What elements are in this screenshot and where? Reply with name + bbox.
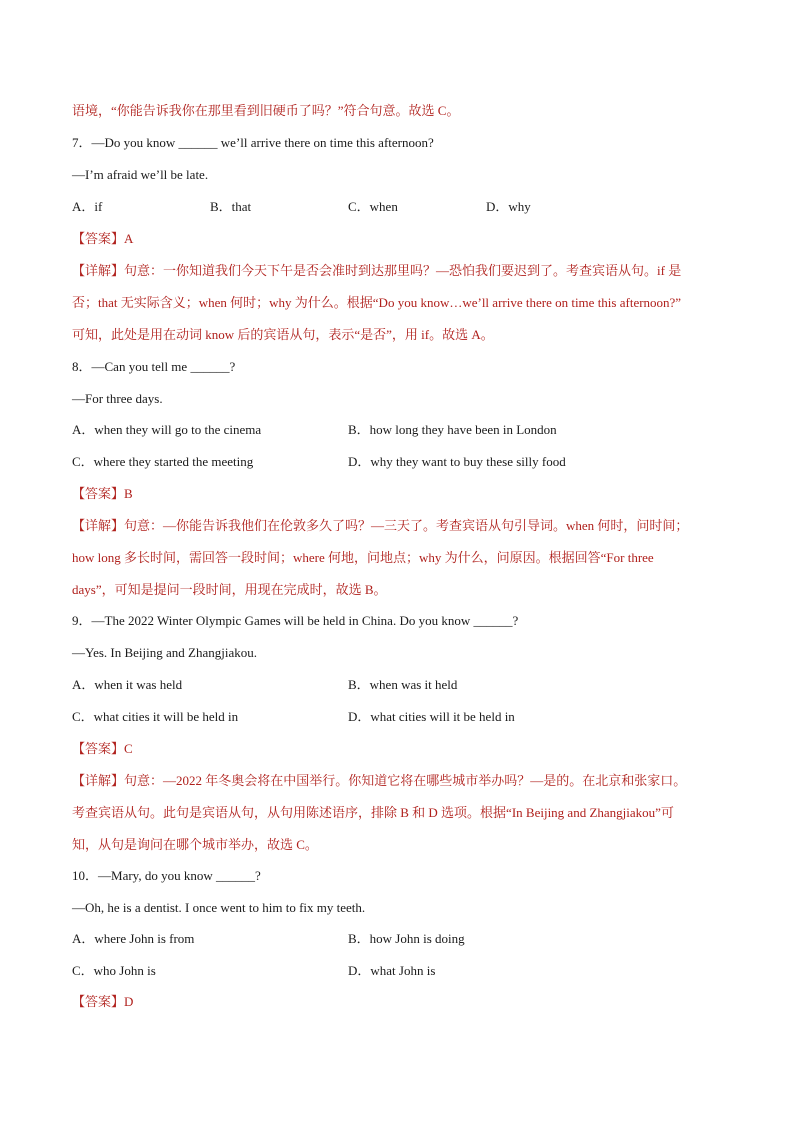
question-number: 10． <box>72 868 99 883</box>
question-text: —Do you know ______ we’ll arrive there on time this afternoon? <box>91 135 434 150</box>
answer-tag: 【答案】 <box>72 486 125 501</box>
question-7-stem <box>72 134 732 152</box>
option-d: D．what cities will it be held in <box>348 709 515 724</box>
option-b: B．how John is doing <box>348 931 465 946</box>
option-c: C．when <box>348 199 398 214</box>
intro-line: 语境，“你能告诉我你在那里看到旧硬币了吗？”符合句意。故选 C。 <box>72 103 460 118</box>
question-9-stem <box>72 612 732 630</box>
question-9-reply: —Yes. In Beijing and Zhangjiakou. <box>72 645 257 660</box>
detail-text: 句意：一你知道我们今天下午是否会准时到达那里吗？—恐怕我们要迟到了。考查宾语从句。if 是 <box>124 263 682 278</box>
question-text: —Can you tell me ______? <box>91 359 236 374</box>
option-a: A．when they will go to the cinema <box>72 422 262 437</box>
option-d: D．why <box>486 199 531 214</box>
answer-value: A <box>124 231 134 246</box>
detail-7-line-3: 可知，此处是用在动词 know 后的宾语从句，表示“是否”，用 if。故选 A。 <box>72 327 494 342</box>
answer-value: D <box>124 994 134 1009</box>
answer-value: B <box>124 486 133 501</box>
detail-text: 句意：—你能告诉我他们在伦敦多久了吗？—三天了。考查宾语从句引导词。when 何时，问时间； <box>124 518 689 533</box>
detail-7-line-2: 否；that 无实际含义；when 何时；why 为什么。根据“Do you know…we’ll arrive there on time this afternoon?” <box>72 295 682 310</box>
option-c: C．what cities it will be held in <box>72 709 239 724</box>
detail-9-line-1 <box>72 772 732 790</box>
answer-value: C <box>124 741 133 756</box>
detail-tag: 【详解】 <box>72 518 125 533</box>
question-text: —Mary, do you know ______? <box>98 868 261 883</box>
detail-text: 句意：—2022 年冬奥会将在中国举行。你知道它将在哪些城市举办吗？—是的。在北京和张家口。 <box>124 773 687 788</box>
option-c: C．who John is <box>72 963 156 978</box>
detail-9-line-2: 考查宾语从句。此句是宾语从句，从句用陈述语序，排除 B 和 D 选项。根据“In Beijing and Zhangjiakou”可 <box>72 805 674 820</box>
option-a: A．where John is from <box>72 931 195 946</box>
detail-8-line-2: how long 多长时间，需回答一段时间；where 何地，问地点；why 为什么，问原因。根据回答“For three <box>72 550 654 565</box>
question-text: —The 2022 Winter Olympic Games will be held in China. Do you know ______? <box>91 613 519 628</box>
detail-7-line-1 <box>72 262 732 280</box>
option-d: D．what John is <box>348 963 436 978</box>
detail-tag: 【详解】 <box>72 263 125 278</box>
question-10-stem <box>72 867 732 885</box>
question-10-reply: —Oh, he is a dentist. I once went to him to fix my teeth. <box>72 900 366 915</box>
detail-8-line-3: days”，可知是提问一段时间，用现在完成时，故选 B。 <box>72 582 387 597</box>
question-7-reply: —I’m afraid we’ll be late. <box>72 167 209 182</box>
answer-tag: 【答案】 <box>72 231 125 246</box>
question-8-reply: —For three days. <box>72 391 163 406</box>
question-number: 8． <box>72 359 92 374</box>
answer-9 <box>72 740 133 758</box>
detail-tag: 【详解】 <box>72 773 125 788</box>
option-c: C．where they started the meeting <box>72 454 254 469</box>
option-a: A．if <box>72 199 103 214</box>
question-number: 9． <box>72 613 92 628</box>
question-number: 7． <box>72 135 92 150</box>
question-8-stem <box>72 358 732 376</box>
answer-tag: 【答案】 <box>72 994 125 1009</box>
detail-8-line-1 <box>72 517 732 535</box>
option-a: A．when it was held <box>72 677 183 692</box>
option-b: B．when was it held <box>348 677 458 692</box>
answer-8 <box>72 485 133 503</box>
answer-tag: 【答案】 <box>72 741 125 756</box>
option-d: D．why they want to buy these silly food <box>348 454 566 469</box>
answer-7 <box>72 230 133 248</box>
option-b: B．how long they have been in London <box>348 422 557 437</box>
detail-9-line-3: 知，从句是询问在哪个城市举办，故选 C。 <box>72 837 318 852</box>
option-b: B．that <box>210 199 252 214</box>
answer-10 <box>72 993 133 1011</box>
